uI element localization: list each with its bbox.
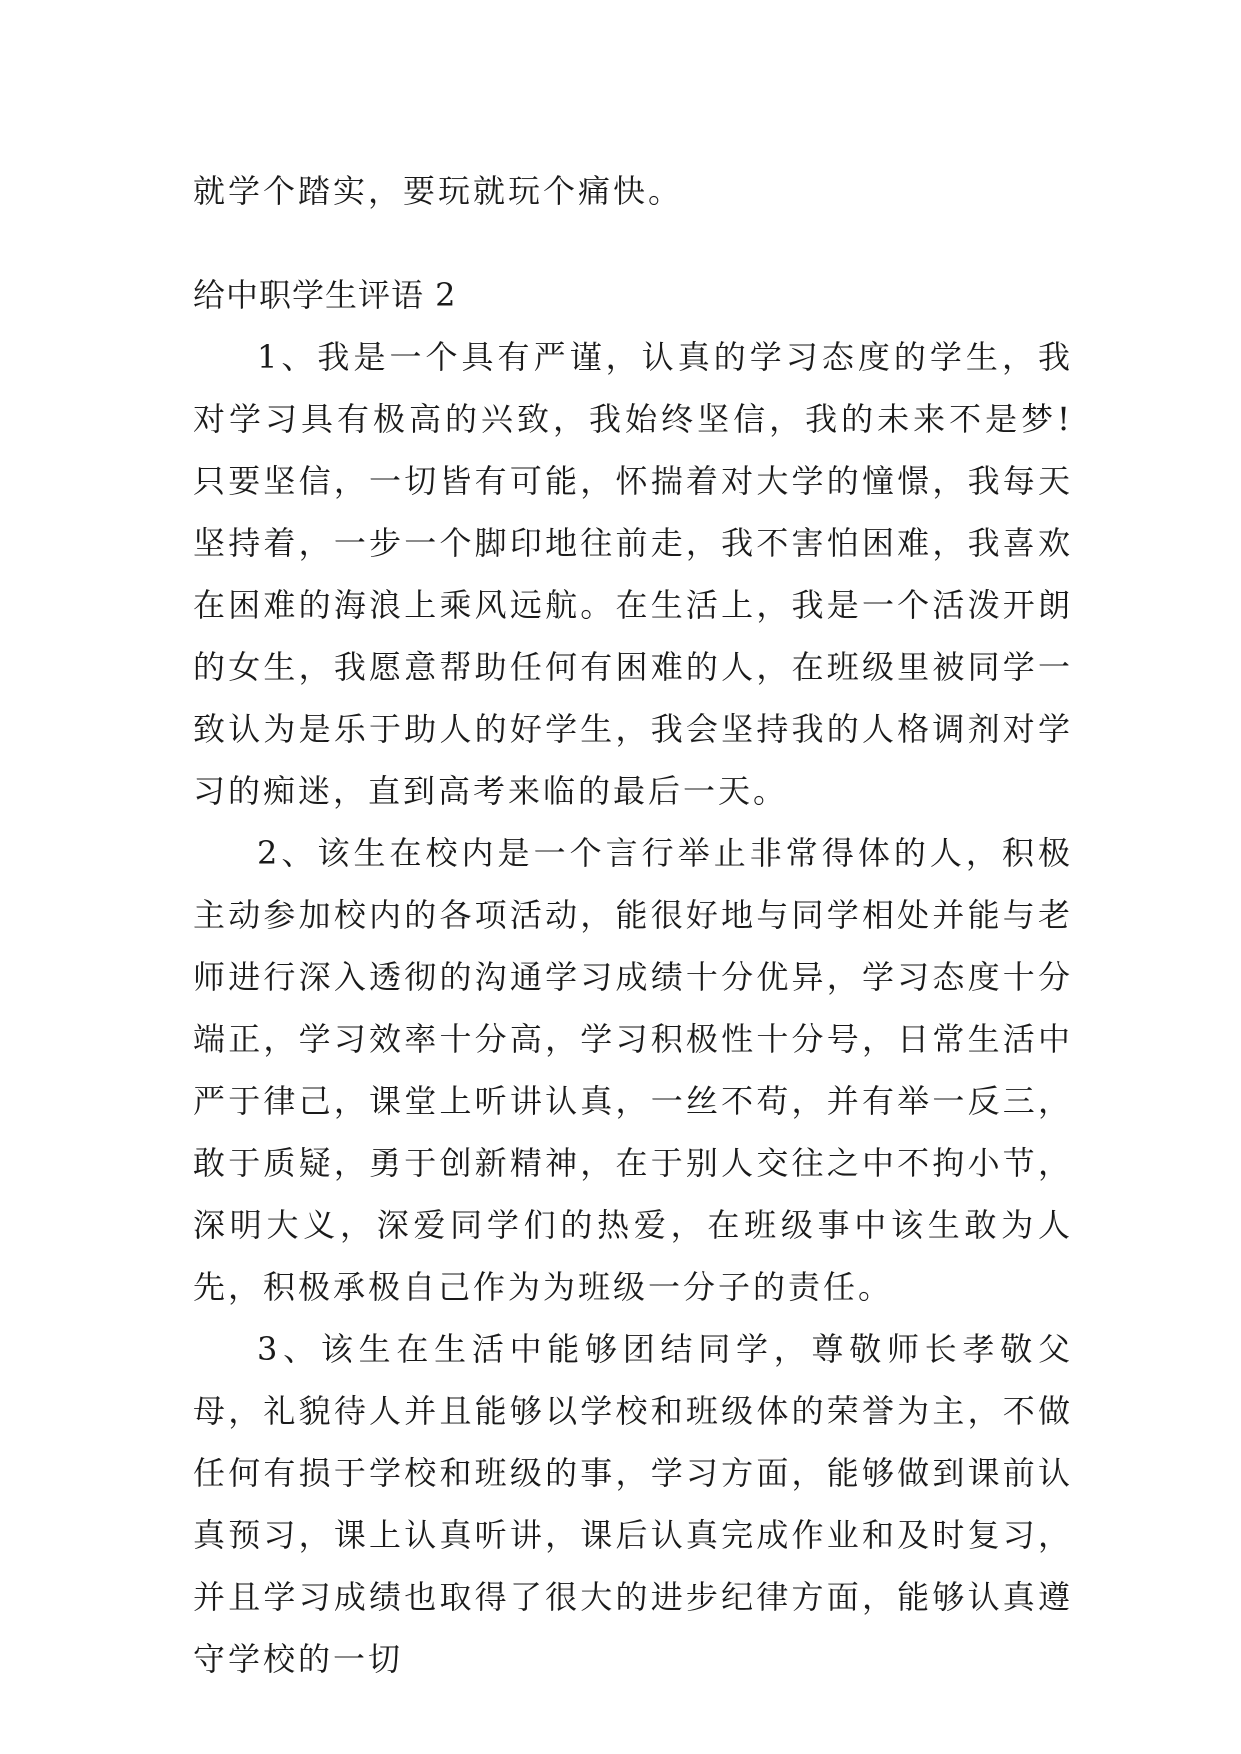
paragraph-3: 3、该生在生活中能够团结同学，尊敬师长孝敬父母，礼貌待人并且能够以学校和班级体的荣誉为主，不做任何有损于学校和班级的事，学习方面，能够做到课前认真预习，课上认真听讲，课后认真完成作业和及时复习，并且学习成绩也取得了很大的进步纪律方面，能够认真遵守学校的一切 (193, 1330, 1073, 1678)
document-body (193, 160, 1073, 1690)
paragraph-1: 1、我是一个具有严谨，认真的学习态度的学生，我对学习具有极高的兴致，我始终坚信，我的未来不是梦!只要坚信，一切皆有可能，怀揣着对大学的憧憬，我每天坚持着，一步一个脚印地往前走，我不害怕困难，我喜欢在困难的海浪上乘风远航。在生活上，我是一个活泼开朗的女生，我愿意帮助任何有困难的人，在班级里被同学一致认为是乐于助人的好学生，我会坚持我的人格调剂对学习的痴迷，直到高考来临的最后一天。 (193, 338, 1073, 810)
paragraph-2: 2、该生在校内是一个言行举止非常得体的人，积极主动参加校内的各项活动，能很好地与同学相处并能与老师进行深入透彻的沟通学习成绩十分优异，学习态度十分端正，学习效率十分高，学习积极性十分号，日常生活中严于律己，课堂上听讲认真，一丝不苟，并有举一反三，敢于质疑，勇于创新精神，在于别人交往之中不拘小节，深明大义，深爱同学们的热爱，在班级事中该生敢为人先，积极承极自己作为为班级一分子的责任。 (193, 834, 1073, 1306)
section-title: 给中职学生评语 2 (193, 276, 457, 314)
continuation-text: 就学个踏实，要玩就玩个痛快。 (193, 172, 684, 210)
